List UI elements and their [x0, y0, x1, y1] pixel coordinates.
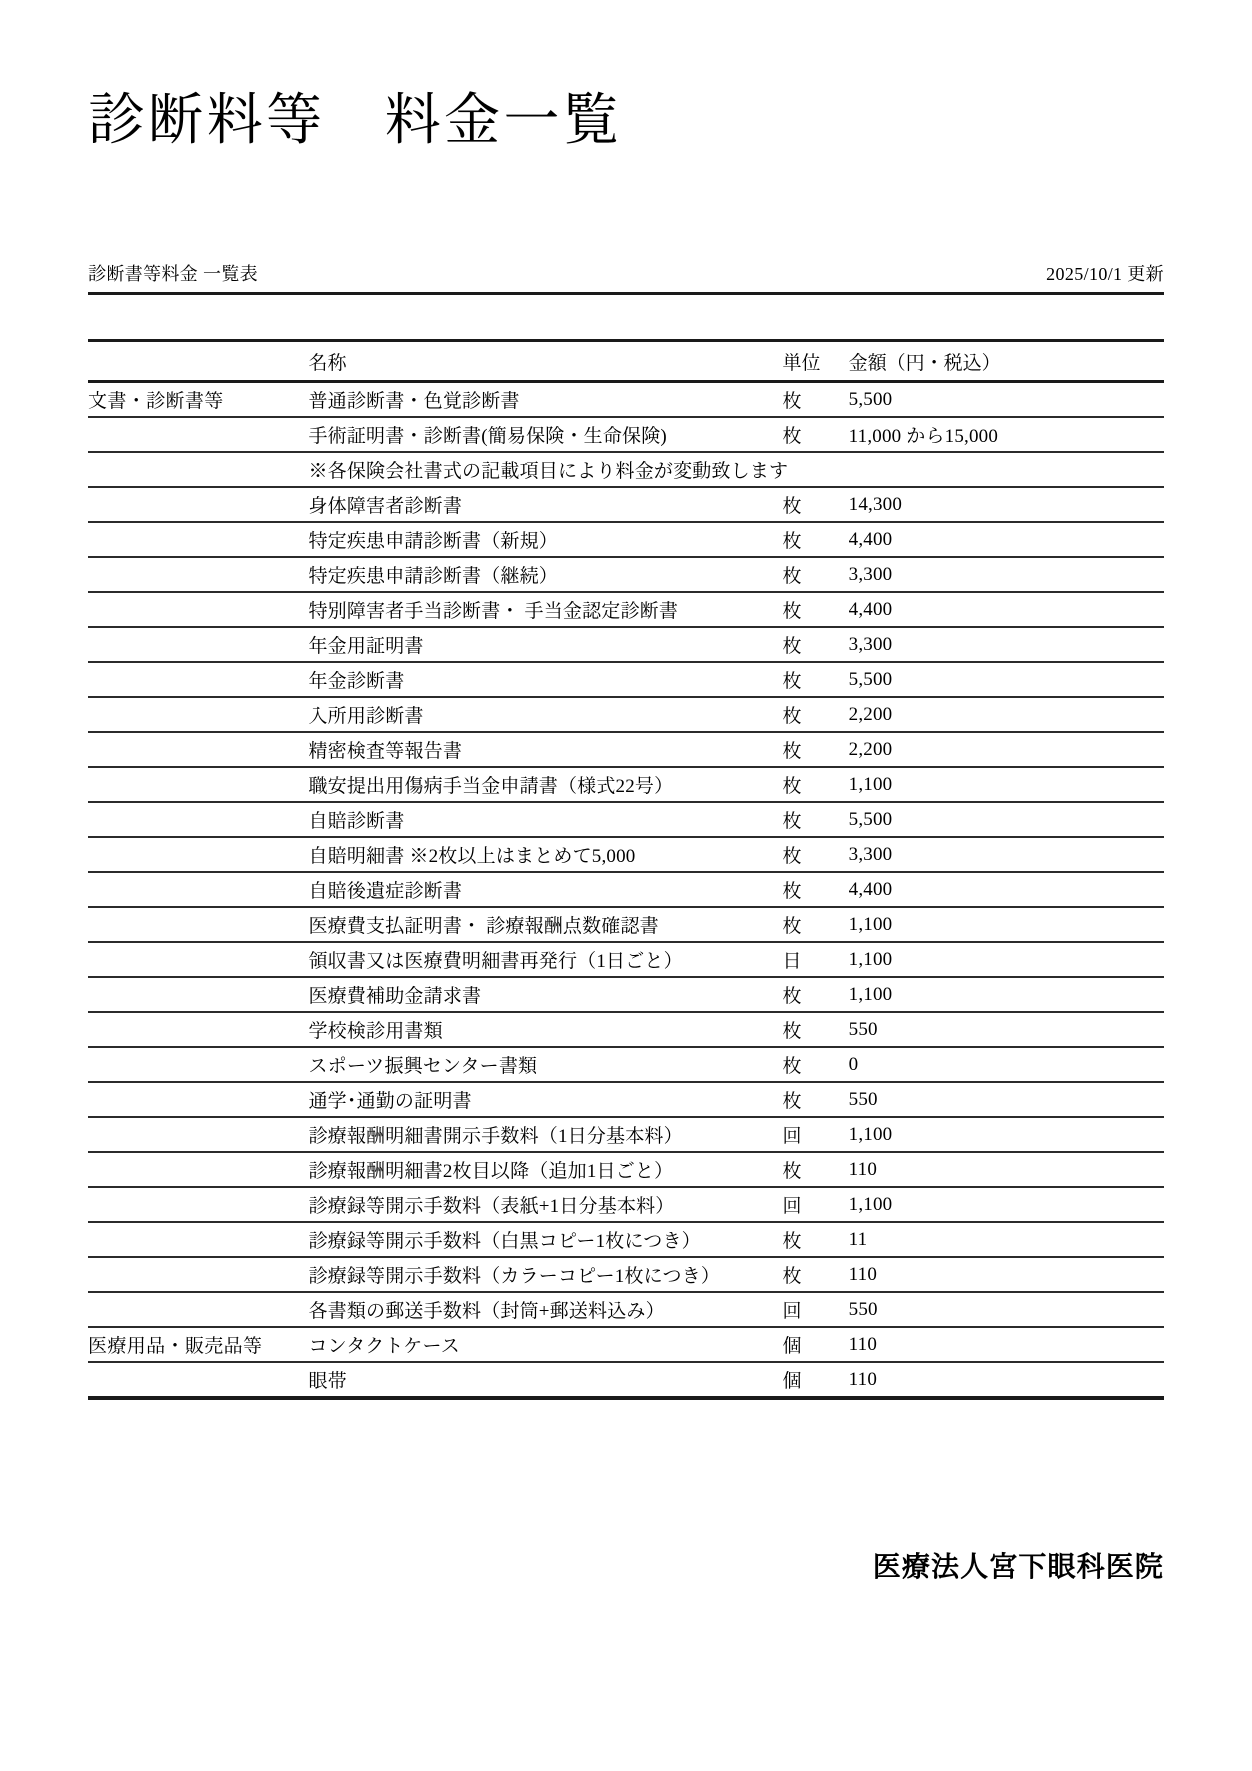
cell-unit: 枚: [783, 802, 849, 837]
cell-unit: 枚: [783, 1012, 849, 1047]
table-row: [88, 627, 1164, 662]
cell-item-name: コンタクトケース: [308, 1327, 782, 1362]
cell-amount: 1,100: [849, 767, 1164, 802]
cell-unit: 枚: [783, 872, 849, 907]
cell-unit: 個: [783, 1362, 849, 1398]
cell-unit: 枚: [783, 837, 849, 872]
cell-amount: 11: [849, 1222, 1164, 1257]
cell-category: [88, 942, 308, 977]
cell-category: 文書・診断書等: [88, 382, 308, 418]
table-row: [88, 382, 1164, 418]
cell-item-name: 各書類の郵送手数料（封筒+郵送料込み）: [308, 1292, 782, 1327]
cell-item-name: 自賠後遺症診断書: [308, 872, 782, 907]
fee-table: [88, 339, 1164, 1400]
table-row: [88, 697, 1164, 732]
cell-category: [88, 907, 308, 942]
column-header-category: [88, 341, 308, 382]
cell-amount: 4,400: [849, 592, 1164, 627]
cell-item-name: 身体障害者診断書: [308, 487, 782, 522]
table-row: [88, 907, 1164, 942]
cell-amount: 1,100: [849, 977, 1164, 1012]
table-row: [88, 417, 1164, 452]
cell-amount: 2,200: [849, 697, 1164, 732]
cell-item-name: 診療報酬明細書開示手数料（1日分基本料）: [308, 1117, 782, 1152]
cell-category: [88, 1012, 308, 1047]
cell-category: [88, 662, 308, 697]
cell-unit: 枚: [783, 1222, 849, 1257]
cell-amount: 4,400: [849, 522, 1164, 557]
cell-item-name: 手術証明書・診断書(簡易保険・生命保険): [308, 417, 782, 452]
cell-item-name: 自賠明細書 ※2枚以上はまとめて5,000: [308, 837, 782, 872]
cell-category: [88, 1292, 308, 1327]
table-row: [88, 942, 1164, 977]
cell-category: [88, 732, 308, 767]
cell-unit: 枚: [783, 1047, 849, 1082]
cell-amount: 550: [849, 1082, 1164, 1117]
cell-item-name: 特別障害者手当診断書・ 手当金認定診断書: [308, 592, 782, 627]
cell-category: [88, 522, 308, 557]
cell-item-name: 医療費支払証明書・ 診療報酬点数確認書: [308, 907, 782, 942]
cell-amount: 1,100: [849, 907, 1164, 942]
cell-amount: 1,100: [849, 1187, 1164, 1222]
cell-category: [88, 557, 308, 592]
cell-category: [88, 1257, 308, 1292]
cell-amount: 3,300: [849, 837, 1164, 872]
cell-category: [88, 1047, 308, 1082]
cell-unit: 枚: [783, 557, 849, 592]
cell-item-name: 通学･通勤の証明書: [308, 1082, 782, 1117]
table-row: [88, 522, 1164, 557]
table-row: [88, 1117, 1164, 1152]
table-row: [88, 767, 1164, 802]
table-row: [88, 1222, 1164, 1257]
cell-category: [88, 627, 308, 662]
table-row: [88, 1082, 1164, 1117]
table-row: [88, 732, 1164, 767]
table-row: [88, 1327, 1164, 1362]
table-row: [88, 1047, 1164, 1082]
cell-amount: 5,500: [849, 662, 1164, 697]
cell-category: [88, 697, 308, 732]
table-row: [88, 662, 1164, 697]
cell-unit: 枚: [783, 1257, 849, 1292]
column-header-unit: 単位: [783, 341, 849, 382]
table-row: [88, 837, 1164, 872]
cell-item-name: 学校検診用書類: [308, 1012, 782, 1047]
cell-item-name: 診療録等開示手数料（白黒コピー1枚につき）: [308, 1222, 782, 1257]
cell-category: [88, 1222, 308, 1257]
cell-unit: 枚: [783, 1082, 849, 1117]
cell-unit: 回: [783, 1187, 849, 1222]
cell-category: [88, 417, 308, 452]
column-header-amount: 金額（円・税込）: [849, 341, 1164, 382]
table-row: [88, 1257, 1164, 1292]
cell-amount: 5,500: [849, 382, 1164, 418]
cell-unit: 枚: [783, 697, 849, 732]
column-header-name: 名称: [308, 341, 782, 382]
cell-category: [88, 1117, 308, 1152]
cell-item-name: 精密検査等報告書: [308, 732, 782, 767]
table-row: [88, 1187, 1164, 1222]
cell-category: [88, 487, 308, 522]
table-row: [88, 872, 1164, 907]
cell-item-name: 診療録等開示手数料（カラーコピー1枚につき）: [308, 1257, 782, 1292]
cell-unit: 枚: [783, 487, 849, 522]
subheader: [88, 260, 1164, 295]
table-row: [88, 592, 1164, 627]
cell-amount: 110: [849, 1152, 1164, 1187]
cell-amount: 3,300: [849, 627, 1164, 662]
cell-amount: 11,000 から15,000: [849, 417, 1164, 452]
cell-category: [88, 977, 308, 1012]
cell-amount: 4,400: [849, 872, 1164, 907]
table-row: [88, 1012, 1164, 1047]
cell-category: [88, 1362, 308, 1398]
cell-unit: 枚: [783, 662, 849, 697]
cell-amount: 110: [849, 1257, 1164, 1292]
cell-unit: 枚: [783, 522, 849, 557]
cell-amount: 5,500: [849, 802, 1164, 837]
cell-item-name: 職安提出用傷病手当金申請書（様式22号）: [308, 767, 782, 802]
cell-amount: 550: [849, 1292, 1164, 1327]
cell-item-name: 年金診断書: [308, 662, 782, 697]
table-row: [88, 1152, 1164, 1187]
cell-item-name: 普通診断書・色覚診断書: [308, 382, 782, 418]
table-header-row: [88, 341, 1164, 382]
cell-item-name: 入所用診断書: [308, 697, 782, 732]
last-updated-date: 2025/10/1 更新: [1046, 264, 1164, 284]
cell-category: [88, 802, 308, 837]
clinic-name: 医療法人宮下眼科医院: [872, 1552, 1164, 1583]
cell-amount: 110: [849, 1362, 1164, 1398]
cell-item-name: 眼帯: [308, 1362, 782, 1398]
cell-item-name: 年金用証明書: [308, 627, 782, 662]
cell-category: [88, 837, 308, 872]
cell-amount: 550: [849, 1012, 1164, 1047]
cell-amount: 1,100: [849, 1117, 1164, 1152]
cell-unit: 枚: [783, 977, 849, 1012]
cell-amount: 3,300: [849, 557, 1164, 592]
cell-item-name: 自賠診断書: [308, 802, 782, 837]
cell-note: ※各保険会社書式の記載項目により料金が変動致します: [308, 452, 1164, 487]
cell-item-name: 診療報酬明細書2枚目以降（追加1日ごと）: [308, 1152, 782, 1187]
cell-unit: 枚: [783, 417, 849, 452]
table-row: [88, 1362, 1164, 1398]
cell-unit: 枚: [783, 767, 849, 802]
cell-category: [88, 872, 308, 907]
cell-unit: 枚: [783, 907, 849, 942]
cell-amount: 1,100: [849, 942, 1164, 977]
cell-item-name: 領収書又は医療費明細書再発行（1日ごと）: [308, 942, 782, 977]
subheader-label: 診断書等料金 一覧表: [88, 264, 259, 284]
cell-unit: 枚: [783, 382, 849, 418]
cell-category: [88, 592, 308, 627]
table-row: [88, 802, 1164, 837]
cell-unit: 回: [783, 1292, 849, 1327]
cell-item-name: 医療費補助金請求書: [308, 977, 782, 1012]
cell-category: [88, 1082, 308, 1117]
table-row: [88, 977, 1164, 1012]
table-note-row: [88, 452, 1164, 487]
cell-unit: 枚: [783, 732, 849, 767]
cell-unit: 回: [783, 1117, 849, 1152]
cell-category: [88, 452, 308, 487]
cell-item-name: 特定疾患申請診断書（継続）: [308, 557, 782, 592]
cell-unit: 枚: [783, 1152, 849, 1187]
cell-amount: 14,300: [849, 487, 1164, 522]
cell-unit: 日: [783, 942, 849, 977]
cell-amount: 0: [849, 1047, 1164, 1082]
cell-item-name: 特定疾患申請診断書（新規）: [308, 522, 782, 557]
cell-unit: 枚: [783, 627, 849, 662]
cell-amount: 110: [849, 1327, 1164, 1362]
cell-unit: 枚: [783, 592, 849, 627]
cell-item-name: スポーツ振興センター書類: [308, 1047, 782, 1082]
table-row: [88, 557, 1164, 592]
table-row: [88, 1292, 1164, 1327]
table-body: [88, 382, 1164, 1399]
table-row: [88, 487, 1164, 522]
cell-category: [88, 1152, 308, 1187]
cell-category: [88, 1187, 308, 1222]
cell-category: 医療用品・販売品等: [88, 1327, 308, 1362]
cell-amount: 2,200: [849, 732, 1164, 767]
cell-unit: 個: [783, 1327, 849, 1362]
cell-item-name: 診療録等開示手数料（表紙+1日分基本料）: [308, 1187, 782, 1222]
page-title: 診断料等 料金一覧: [88, 90, 623, 152]
cell-category: [88, 767, 308, 802]
